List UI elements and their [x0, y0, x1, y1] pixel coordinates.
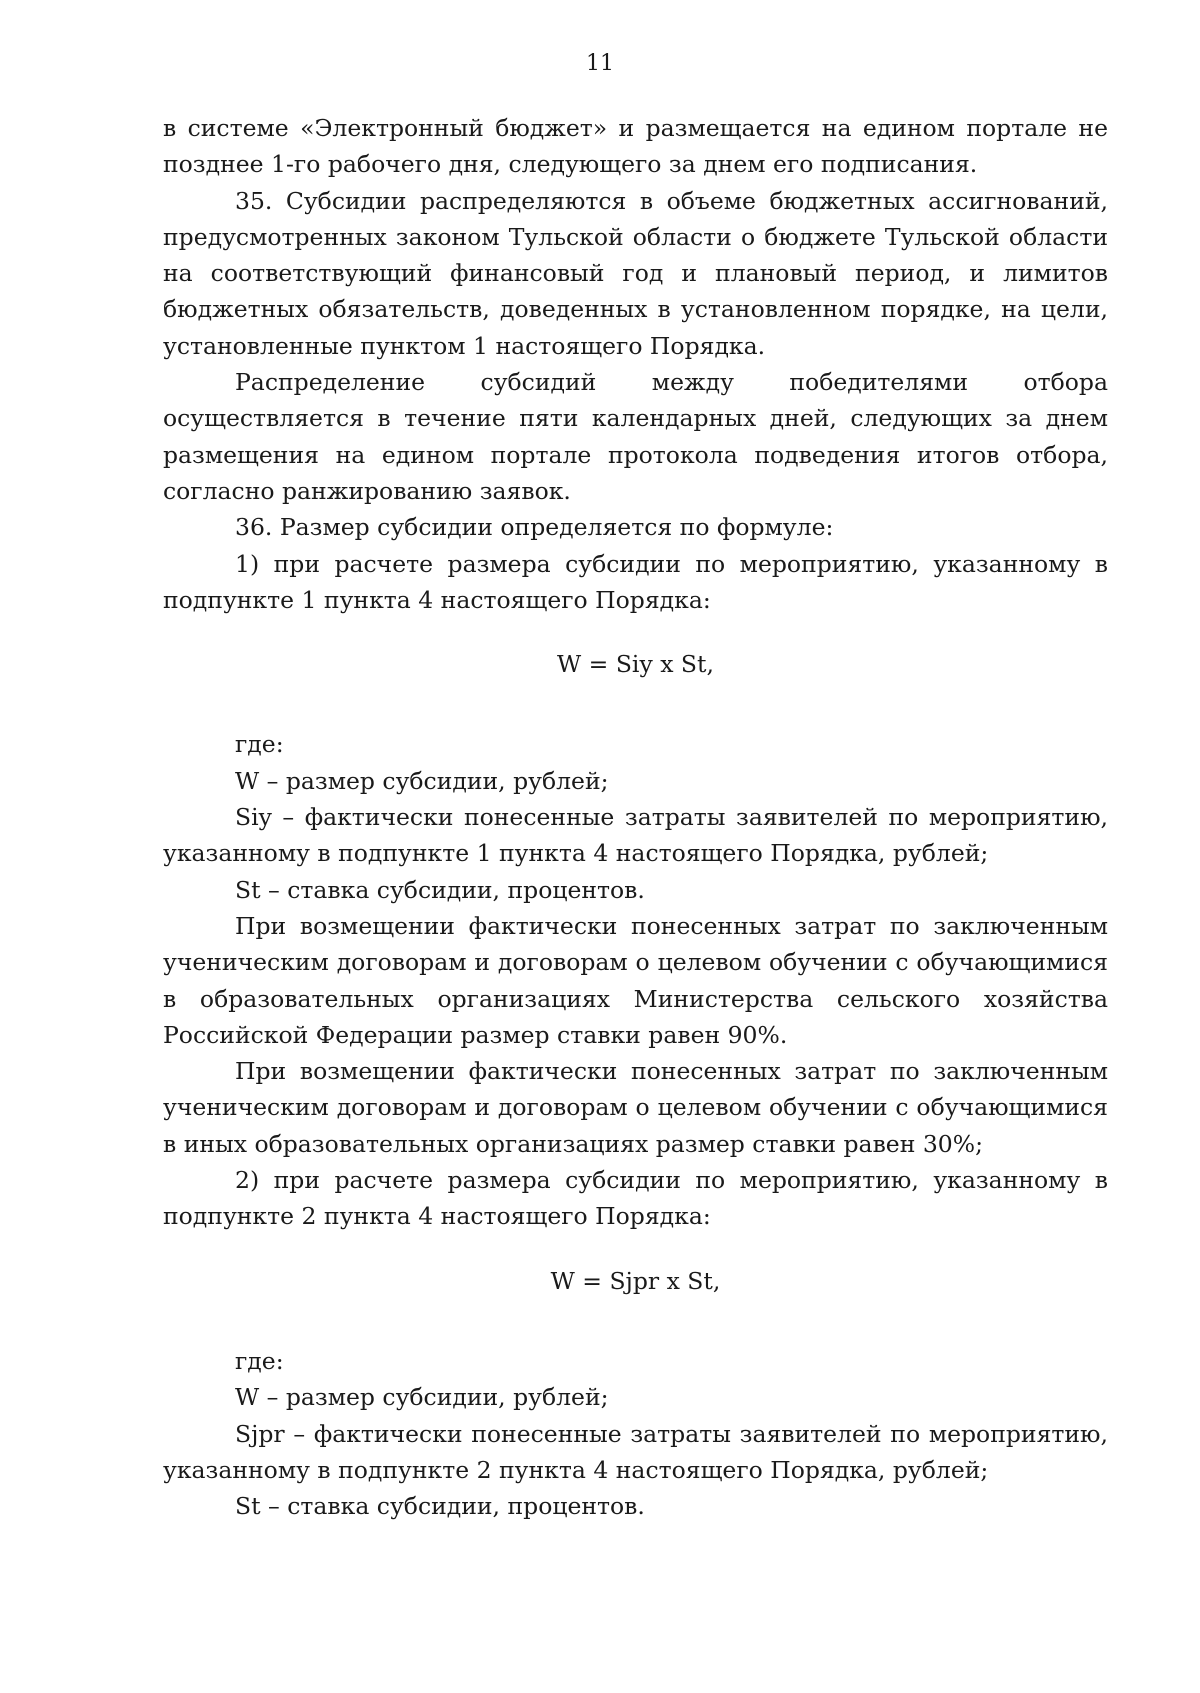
paragraph-distribution: Распределение субсидий между победителями отбора осуществляется в течение пяти календарных дней, следующих за днем размещения на едином портале протокола подведения итогов отбора, согласно ранжированию заявок.	[163, 368, 1108, 505]
paragraph-continuation: в системе «Электронный бюджет» и размещается на едином портале не позднее 1-го рабочего дня, следующего за днем его подписания.	[163, 114, 1108, 179]
paragraph-subitem-1: 1) при расчете размера субсидии по мероприятию, указанному в подпункте 1 пункта 4 настоящего Порядка:	[163, 549, 1108, 614]
paragraph-subitem-2: 2) при расчете размера субсидии по мероприятию, указанному в подпункте 2 пункта 4 настоящего Порядка:	[163, 1166, 1108, 1231]
page-number: 11	[586, 51, 614, 76]
paragraph-item-35: 35. Субсидии распределяются в объеме бюджетных ассигнований, предусмотренных законом Тульской области о бюджете Тульской области на соответствующий финансовый год и плановый период, и лимитов бюджетных обязательств, доведенных в установленном порядке, на цели, установленные пунктом 1 настоящего Порядка.	[163, 186, 1108, 360]
document-body	[163, 110, 1108, 1524]
definition-siy: Siy – фактически понесенные затраты заявителей по мероприятию, указанному в подпункте 1 пункта 4 настоящего Порядка, рублей;	[163, 803, 1108, 868]
definition-w-2: W – размер субсидии, рублей;	[235, 1383, 609, 1412]
definition-w-1: W – размер субсидии, рублей;	[235, 766, 609, 795]
paragraph-rate-90: При возмещении фактически понесенных затрат по заключенным ученическим договорам и договорам о целевом обучении с обучающимися в образовательных организациях Министерства сельского хозяйства Российской Федерации размер ставки равен 90%.	[163, 911, 1108, 1049]
paragraph-item-36: 36. Размер субсидии определяется по формуле:	[235, 513, 834, 542]
definition-st-2: St – ставка субсидии, процентов.	[235, 1492, 645, 1521]
definition-sjpr: Sjpr – фактически понесенные затраты заявителей по мероприятию, указанному в подпункте 2 пункта 4 настоящего Порядка, рублей;	[163, 1419, 1108, 1484]
where-label-1: где:	[235, 730, 284, 759]
where-label-2: где:	[235, 1346, 284, 1375]
formula-1: W = Siy x St,	[557, 650, 714, 679]
paragraph-rate-30: При возмещении фактически понесенных затрат по заключенным ученическим договорам и договорам о целевом обучении с обучающимися в иных образовательных организациях размер ставки равен 30%;	[163, 1057, 1108, 1158]
definition-st-1: St – ставка субсидии, процентов.	[235, 875, 645, 904]
formula-2: W = Sjpr x St,	[550, 1266, 721, 1295]
